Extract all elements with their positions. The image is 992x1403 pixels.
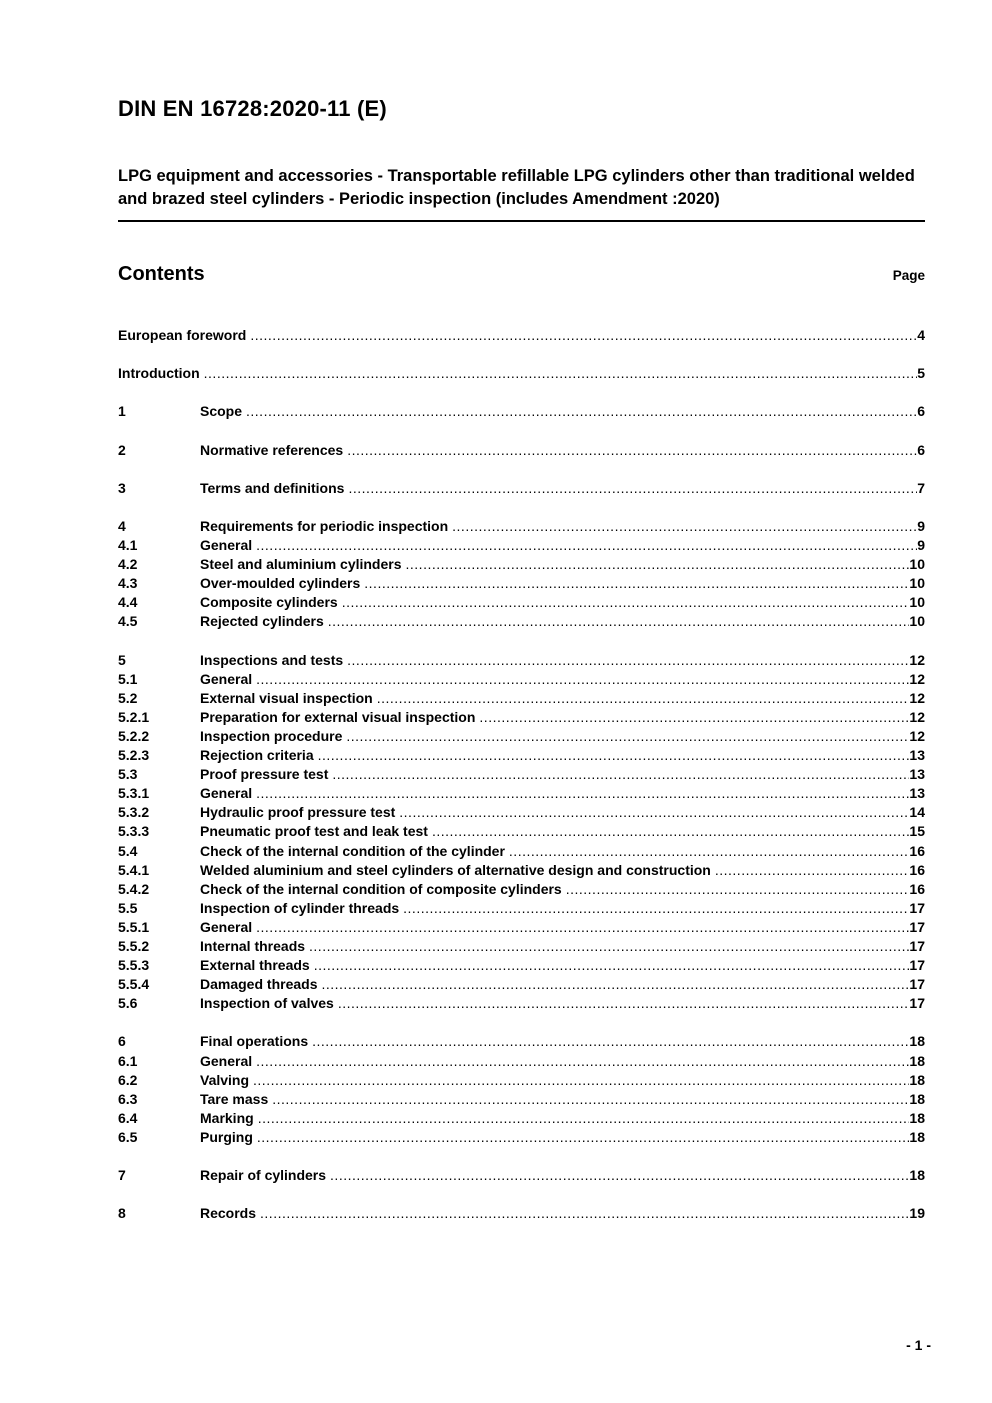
- toc-dot-leader: [252, 1052, 909, 1071]
- toc-entry-number: 5.5.3: [118, 957, 150, 974]
- toc-entry-page: 17: [909, 899, 925, 916]
- toc-entry: [118, 842, 925, 861]
- toc-dot-leader: [448, 517, 917, 536]
- footer-page-number: - 1 -: [906, 1337, 931, 1353]
- toc-entry: [118, 364, 925, 383]
- toc-entry: [118, 956, 925, 975]
- toc-entry: [118, 975, 925, 994]
- toc-entry: [118, 670, 925, 689]
- toc-dot-leader: [395, 803, 909, 822]
- toc-entry-number: 5.4: [118, 842, 138, 859]
- toc-entry-page: 18: [909, 1071, 925, 1088]
- toc-dot-leader: [475, 708, 909, 727]
- toc-entry-title: Terms and definitions: [200, 479, 345, 496]
- toc-entry-page: 10: [909, 575, 925, 592]
- toc-entry-title: Rejection criteria: [200, 747, 314, 764]
- toc-entry-title: Normative references: [200, 441, 344, 458]
- toc-entry-page: 17: [909, 995, 925, 1012]
- toc-dot-leader: [338, 593, 910, 612]
- toc-list: [118, 326, 925, 1223]
- toc-entry-title: Tare mass: [200, 1090, 269, 1107]
- toc-entry-page: 18: [909, 1167, 925, 1184]
- toc-entry-title: Records: [200, 1205, 257, 1222]
- toc-entry: [118, 822, 925, 841]
- toc-entry: [118, 994, 925, 1013]
- toc-entry-title: Inspection procedure: [200, 727, 343, 744]
- toc-entry-number: 8: [118, 1205, 126, 1222]
- toc-dot-leader: [252, 670, 909, 689]
- toc-entry-page: 4: [917, 327, 925, 343]
- toc-dot-leader: [326, 1166, 909, 1185]
- toc-entry-title: Introduction: [118, 365, 200, 382]
- toc-dot-leader: [305, 937, 909, 956]
- toc-entry-page: 18: [909, 1090, 925, 1107]
- toc-entry-page: 12: [909, 689, 925, 706]
- toc-entry-number: 5.3.3: [118, 823, 150, 840]
- toc-dot-leader: [328, 765, 909, 784]
- toc-entry-page: 7: [917, 479, 925, 496]
- toc-entry-number: 5.5.4: [118, 976, 150, 993]
- toc-dot-leader: [562, 880, 910, 899]
- toc-entry-number: 6.1: [118, 1052, 138, 1069]
- toc-entry-title: Internal threads: [200, 938, 306, 954]
- toc-entry-title: Inspection of valves: [200, 995, 334, 1012]
- toc-entry-title: Check of the internal condition of the cylinder: [200, 842, 505, 859]
- toc-entry-title: General: [200, 918, 253, 935]
- toc-dot-leader: [373, 689, 910, 708]
- toc-entry-page: 18: [909, 1052, 925, 1069]
- toc-entry: [118, 536, 925, 555]
- toc-entry: [118, 1109, 925, 1128]
- toc-entry-page: 17: [909, 957, 925, 974]
- toc-entry-title: External visual inspection: [200, 689, 373, 706]
- toc-entry-number: 4.4: [118, 594, 138, 611]
- toc-entry: [118, 593, 925, 612]
- toc-entry-page: 12: [909, 651, 925, 668]
- toc-dot-leader: [252, 536, 917, 555]
- contents-heading: Contents: [118, 263, 205, 285]
- toc-entry-title: Inspections and tests: [200, 651, 344, 668]
- document-title: LPG equipment and accessories - Transportable refillable LPG cylinders other than traditional welded and brazed steel cylinders - Periodic inspection (includes Amendment :2020): [118, 165, 925, 222]
- toc-entry-page: 18: [909, 1128, 925, 1145]
- toc-dot-leader: [253, 1128, 910, 1147]
- toc-entry: [118, 326, 925, 345]
- toc-entry-page: 17: [909, 976, 925, 993]
- toc-entry-title: Steel and aluminium cylinders: [200, 556, 402, 573]
- toc-entry-page: 18: [909, 1109, 925, 1126]
- toc-dot-leader: [256, 1204, 909, 1223]
- toc-entry-number: 4.1: [118, 537, 138, 554]
- toc-entry-title: Proof pressure test: [200, 766, 329, 783]
- toc-entry-title: Purging: [200, 1128, 253, 1145]
- toc-entry: [118, 574, 925, 593]
- toc-entry-number: 5.3.1: [118, 785, 150, 802]
- toc-entry-page: 9: [917, 537, 925, 554]
- toc-dot-leader: [402, 555, 910, 574]
- page-column-label: Page: [892, 268, 925, 283]
- toc-entry-page: 5: [917, 365, 925, 382]
- toc-entry-page: 9: [917, 517, 925, 534]
- toc-dot-leader: [246, 326, 917, 345]
- toc-entry: [118, 402, 925, 421]
- toc-entry-page: 10: [909, 613, 925, 630]
- toc-entry-title: Marking: [200, 1109, 254, 1126]
- toc-entry-number: 4.5: [118, 613, 138, 630]
- toc-entry: [118, 899, 925, 918]
- toc-entry-page: 6: [917, 403, 925, 420]
- toc-entry-number: 5.5: [118, 899, 138, 916]
- toc-entry: [118, 1128, 925, 1147]
- toc-entry-number: 6: [118, 1033, 126, 1050]
- toc-dot-leader: [343, 651, 909, 670]
- toc-dot-leader: [711, 861, 910, 880]
- toc-dot-leader: [324, 612, 910, 631]
- toc-entry-page: 10: [909, 594, 925, 611]
- toc-entry-title: Scope: [200, 403, 243, 420]
- toc-entry: [118, 1032, 925, 1051]
- toc-entry-number: 5.5.1: [118, 918, 150, 935]
- toc-entry-page: 16: [909, 880, 925, 897]
- toc-entry-number: 5.1: [118, 670, 138, 687]
- toc-entry: [118, 612, 925, 631]
- toc-entry-number: 5.2.2: [118, 727, 150, 744]
- toc-entry-page: 13: [909, 785, 925, 802]
- toc-entry-number: 5.6: [118, 995, 138, 1012]
- toc-entry-title: General: [200, 537, 253, 554]
- toc-entry: [118, 918, 925, 937]
- toc-entry-title: Inspection of cylinder threads: [200, 899, 400, 916]
- toc-entry-number: 4.3: [118, 575, 138, 592]
- toc-entry: [118, 1166, 925, 1185]
- toc-dot-leader: [254, 1109, 910, 1128]
- toc-entry-title: Check of the internal condition of composite cylinders: [200, 880, 562, 897]
- toc-entry-title: Valving: [200, 1071, 250, 1088]
- toc-entry: [118, 1052, 925, 1071]
- toc-dot-leader: [252, 784, 909, 803]
- toc-dot-leader: [334, 994, 910, 1013]
- toc-entry-number: 4: [118, 517, 126, 534]
- toc-entry-title: Requirements for periodic inspection: [200, 517, 449, 534]
- toc-entry-title: Rejected cylinders: [200, 613, 324, 630]
- toc-entry-number: 5.2.3: [118, 747, 150, 764]
- toc-entry-page: 13: [909, 766, 925, 783]
- toc-entry-number: 4.2: [118, 556, 138, 573]
- toc-entry-page: 18: [909, 1033, 925, 1050]
- toc-entry-page: 12: [909, 670, 925, 687]
- toc-entry-title: Final operations: [200, 1033, 309, 1050]
- toc-entry-number: 7: [118, 1167, 126, 1184]
- toc-entry-page: 12: [909, 708, 925, 725]
- toc-entry-number: 2: [118, 441, 126, 458]
- toc-entry-title: General: [200, 1052, 253, 1069]
- toc-dot-leader: [200, 364, 918, 383]
- toc-dot-leader: [428, 822, 909, 841]
- contents-header-bar: [118, 263, 925, 286]
- toc-entry-number: 1: [118, 403, 126, 420]
- standard-code: DIN EN 16728:2020-11 (E): [118, 96, 387, 121]
- toc-entry-number: 5.2.1: [118, 708, 150, 725]
- toc-entry-title: Repair of cylinders: [200, 1167, 327, 1184]
- toc-dot-leader: [249, 1071, 909, 1090]
- toc-entry-page: 17: [909, 938, 925, 954]
- toc-entry-number: 5.3: [118, 766, 138, 783]
- toc-entry-title: Welded aluminium and steel cylinders of alternative design and construction: [200, 861, 711, 878]
- toc-entry: [118, 479, 925, 498]
- toc-dot-leader: [342, 727, 909, 746]
- toc-entry: [118, 555, 925, 574]
- toc-entry: [118, 861, 925, 880]
- toc-entry: [118, 517, 925, 536]
- toc-entry: [118, 1090, 925, 1109]
- toc-entry-page: 12: [909, 727, 925, 744]
- toc-entry: [118, 727, 925, 746]
- toc-dot-leader: [360, 574, 909, 593]
- toc-entry-page: 19: [909, 1205, 925, 1222]
- toc-entry-number: 6.4: [118, 1109, 138, 1126]
- toc-dot-leader: [399, 899, 909, 918]
- toc-entry-number: 6.2: [118, 1071, 138, 1088]
- toc-entry-title: Preparation for external visual inspection: [200, 708, 476, 725]
- toc-entry-number: 5.2: [118, 689, 138, 706]
- toc-dot-leader: [268, 1090, 909, 1109]
- toc-entry-title: Over-moulded cylinders: [200, 575, 361, 592]
- toc-entry-title: External threads: [200, 957, 310, 974]
- toc-entry-number: 5.3.2: [118, 804, 150, 821]
- toc-entry-number: 5.4.2: [118, 880, 150, 897]
- toc-entry: [118, 651, 925, 670]
- toc-entry: [118, 689, 925, 708]
- toc-entry-title: Damaged threads: [200, 976, 318, 993]
- toc-entry-number: 5.4.1: [118, 861, 150, 878]
- toc-dot-leader: [310, 956, 910, 975]
- toc-dot-leader: [505, 842, 910, 861]
- toc-entry-page: 15: [909, 823, 925, 840]
- toc-dot-leader: [242, 402, 917, 421]
- toc-entry-title: Composite cylinders: [200, 594, 338, 611]
- toc-dot-leader: [308, 1032, 909, 1051]
- toc-entry-number: 3: [118, 479, 126, 496]
- toc-entry-title: Hydraulic proof pressure test: [200, 804, 396, 821]
- toc-entry: [118, 937, 925, 956]
- toc-entry-number: 5.5.2: [118, 938, 150, 954]
- toc-entry-page: 14: [909, 804, 925, 821]
- toc-entry-number: 5: [118, 651, 126, 668]
- toc-entry: [118, 1071, 925, 1090]
- toc-entry-page: 13: [909, 747, 925, 764]
- toc-dot-leader: [343, 441, 917, 460]
- document-page: [118, 0, 925, 1223]
- toc-entry-title: General: [200, 670, 253, 687]
- toc-entry: [118, 784, 925, 803]
- toc-entry: [118, 1204, 925, 1223]
- toc-entry: [118, 880, 925, 899]
- toc-entry-page: 16: [909, 842, 925, 859]
- toc-entry-title: General: [200, 785, 253, 802]
- toc-entry-title: Pneumatic proof test and leak test: [200, 823, 428, 840]
- toc-dot-leader: [252, 918, 909, 937]
- toc-entry-page: 6: [917, 441, 925, 458]
- toc-entry-page: 17: [909, 918, 925, 935]
- toc-dot-leader: [344, 479, 917, 498]
- toc-entry-title: European foreword: [118, 327, 247, 343]
- toc-entry: [118, 803, 925, 822]
- toc-entry-number: 6.5: [118, 1128, 138, 1145]
- toc-entry-page: 16: [909, 861, 925, 878]
- toc-entry: [118, 708, 925, 727]
- toc-entry-page: 10: [909, 556, 925, 573]
- toc-dot-leader: [314, 746, 910, 765]
- toc-dot-leader: [317, 975, 909, 994]
- toc-entry-number: 6.3: [118, 1090, 138, 1107]
- toc-entry: [118, 441, 925, 460]
- toc-entry: [118, 765, 925, 784]
- toc-entry: [118, 746, 925, 765]
